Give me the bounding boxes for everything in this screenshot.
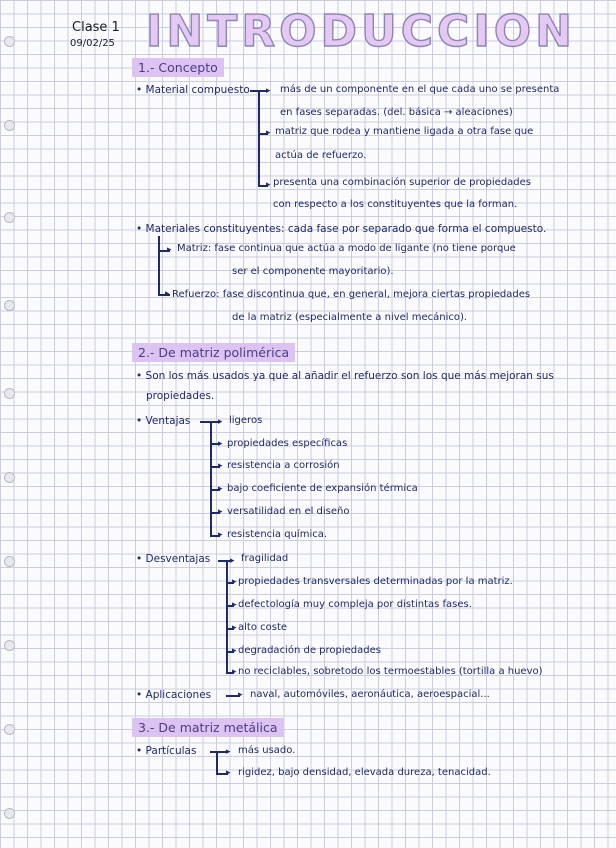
concepto-item: más de un componente en el que cada uno se presenta: [280, 84, 560, 95]
arrow-right-icon: ▸: [232, 667, 237, 677]
arrow-right-icon: ▸: [226, 747, 231, 757]
ventajas-label: • Ventajas: [136, 415, 191, 427]
desventaja-item: fragilidad: [241, 553, 289, 564]
arrow-right-icon: ▸: [218, 417, 223, 427]
desventaja-item: degradación de propiedades: [238, 645, 381, 656]
desventajas-label: • Desventajas: [136, 553, 211, 565]
bracket-v: [258, 90, 260, 185]
page-title: INTRODUCCION: [146, 6, 576, 57]
concepto-item: en fases separadas. (del. básica → aleaciones): [280, 107, 513, 118]
ventaja-item: bajo coeficiente de expansión térmica: [227, 483, 418, 494]
desventaja-item: alto coste: [238, 622, 288, 633]
arrow-right-icon: ▸: [266, 180, 271, 190]
concepto-item: con respecto a los constituyentes que la forman.: [273, 199, 518, 210]
ventaja-item: versatilidad en el diseño: [227, 506, 350, 517]
arrow-right-icon: ▸: [232, 623, 237, 633]
class-date: 09/02/25: [70, 38, 115, 49]
bracket-v: [216, 751, 218, 773]
concepto-item: presenta una combinación superior de propiedades: [273, 177, 532, 188]
particulas-label: • Partículas: [136, 745, 197, 757]
arrow-right-icon: ▸: [230, 556, 235, 566]
refuerzo-definition: Refuerzo: fase discontinua que, en general, mejora ciertas propiedades: [172, 289, 531, 300]
material-compuesto-label: • Material compuesto: [136, 84, 250, 96]
concepto-item: matriz que rodea y mantiene ligada a otra fase que: [275, 126, 534, 137]
arrow-right-icon: ▸: [165, 289, 170, 299]
section-heading-metalica: 3.- De matriz metálica: [132, 718, 284, 737]
ventaja-item: resistencia química.: [227, 529, 328, 540]
arrow-right-icon: ▸: [218, 530, 223, 540]
desventaja-item: no reciclables, sobretodo los termoestables (tortilla a huevo): [238, 666, 543, 677]
refuerzo-definition-cont: de la matriz (especialmente a nivel mecánico).: [232, 312, 468, 323]
aplicaciones-label: • Aplicaciones: [136, 689, 212, 701]
arrow-right-icon: ▸: [218, 439, 223, 449]
desventaja-item: propiedades transversales determinadas por la matriz.: [238, 576, 513, 587]
ventaja-item: propiedades específicas: [227, 438, 348, 449]
polimerica-intro: • Son los más usados ya que al añadir el refuerzo son los que más mejoran sus: [136, 370, 554, 382]
aplicaciones-list: naval, automóviles, aeronáutica, aeroespacial...: [250, 689, 490, 700]
arrow-right-icon: ▸: [232, 646, 237, 656]
concepto-item: actúa de refuerzo.: [275, 150, 367, 161]
arrow-right-icon: ▸: [232, 600, 237, 610]
particulas-item: más usado.: [238, 745, 296, 756]
ventaja-item: ligeros: [229, 415, 263, 426]
polimerica-intro-cont: propiedades.: [146, 390, 215, 402]
bracket-v: [210, 421, 212, 535]
arrow-right-icon: ▸: [218, 507, 223, 517]
section-heading-polimerica: 2.- De matriz polimérica: [132, 343, 295, 362]
arrow-right-icon: ▸: [266, 128, 271, 138]
arrow-right-icon: ▸: [218, 461, 223, 471]
arrow-right-icon: ▸: [266, 86, 271, 96]
bracket-v: [226, 560, 228, 672]
arrow-right-icon: ▸: [238, 690, 243, 700]
arrow-right-icon: ▸: [232, 577, 237, 587]
matriz-definition: Matriz: fase continua que actúa a modo de ligante (no tiene porque: [177, 243, 516, 254]
constituyentes-line: • Materiales constituyentes: cada fase por separado que forma el compuesto.: [136, 223, 547, 235]
arrow-right-icon: ▸: [167, 245, 172, 255]
class-label: Clase 1: [72, 20, 120, 35]
desventaja-item: defectología muy compleja por distintas fases.: [238, 599, 472, 610]
ventaja-item: resistencia a corrosión: [227, 460, 340, 471]
arrow-right-icon: ▸: [226, 768, 231, 778]
particulas-item: rigidez, bajo densidad, elevada dureza, tenacidad.: [238, 767, 491, 778]
bracket-v: [158, 236, 160, 294]
arrow-right-icon: ▸: [218, 484, 223, 494]
section-heading-concepto: 1.- Concepto: [132, 58, 224, 77]
matriz-definition-cont: ser el componente mayoritario).: [232, 266, 394, 277]
